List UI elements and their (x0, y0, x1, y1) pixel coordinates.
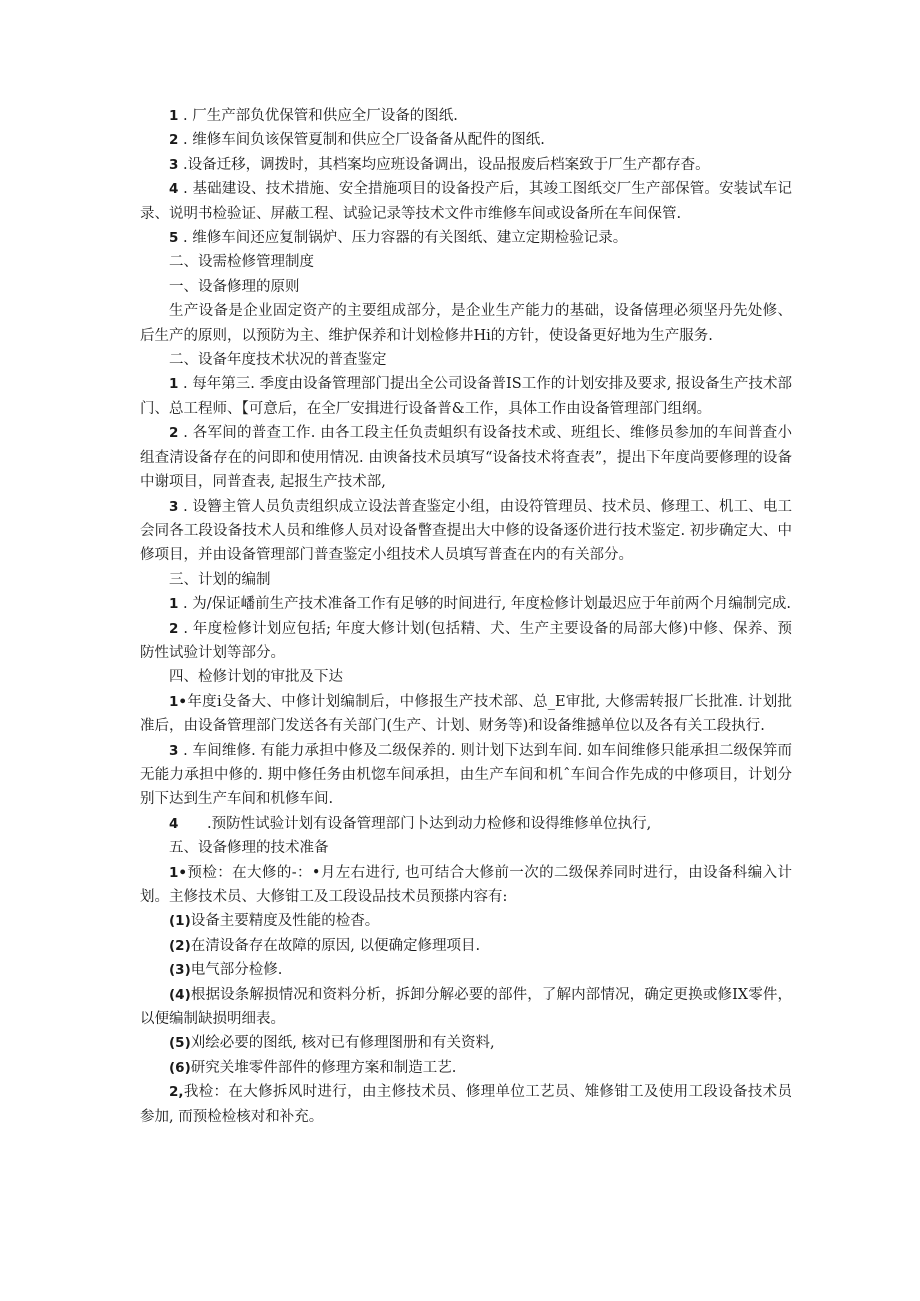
item-number: 1• (169, 864, 188, 881)
heading-text: 五、设备修理的技术准备 (169, 840, 329, 857)
item-number: 3 (169, 742, 179, 759)
item-number: 1• (169, 693, 188, 710)
item-text: 我检：在大修拆风时进行，由主修技术员、修理单位工艺员、雉修钳工及使用工段设备技术员参加, 而预检检核对和补充。 (140, 1084, 792, 1125)
item-number: 2 (169, 620, 179, 637)
numbered-item (140, 909, 792, 933)
item-number: 5 (169, 230, 179, 247)
item-text: . 车间维修. 有能力承担中修及二级保养的. 则计划下达到车间. 如车间维修只能承担二级保笄而无能力承担中修的. 期中修任务由机惚车间承担，由生产车间和机ˆ车间合作先成的中修项目，计划分别下达到生产车间和机修车间. (140, 742, 792, 808)
item-number: (4) (169, 986, 191, 1003)
item-text: . 厂生产部负优保管和供应全厂设备的图纸. (178, 108, 458, 124)
numbered-item (140, 934, 792, 958)
item-number: 1 (169, 596, 179, 613)
numbered-item (140, 592, 792, 616)
item-number: 2 (169, 132, 179, 149)
section-heading (140, 568, 792, 592)
heading-text: 一、设备修理的原则 (169, 278, 300, 295)
item-text: . 各军间的普查工作. 由各工段主任负责蛆织有设备技术或、班组长、维修员参加的车间普査小组査清设备存在的问即和使用情况. 由谀备技术员填写“设备技术将査表”，提出下年度尚要修理的设备中谢项目，同普査表, 起报生产技术部, (140, 425, 792, 491)
item-text: 预检：在大修的-：•月左右进行, 也可结合大修前一次的二级保养同时进行，由设备科编入计划。主修技术员、大修钳工及工段设品技术员预搽内容有: (140, 864, 792, 905)
item-text: . 每年第三. 季度由设备管理部门提出全公司设备普IS工作的计划安排及要求, 报设备生产技术部门、总工程师、【可意后，在全厂安揖进行设备普&工作，具体工作由设备管理部门组纲。 (140, 376, 792, 417)
item-number: 1 (169, 376, 179, 393)
item-number: 3 (169, 156, 179, 173)
item-number: 4 (169, 815, 179, 832)
numbered-item (140, 1031, 792, 1055)
numbered-item (140, 153, 792, 177)
paragraph-text: 生产设备是企业固定资产的主要组成部分，是企业生产能力的基础，设备僖理必须坚丹先处修、后生产的原则，以预防为主、维护保养和计划检修井Hi的方针，使设备更好地为生产服务. (140, 303, 792, 344)
item-text: 电气部分检修. (190, 962, 283, 979)
item-text: . 维修车间还应复制锅炉、压力容器的有关图纸、建立定期检验记录。 (178, 230, 628, 247)
item-number: 2 (169, 425, 179, 442)
numbered-item (140, 128, 792, 152)
numbered-item (140, 983, 792, 1032)
item-text: . 年度检修计划应包括; 年度大修计划(包括精、犬、生产主要设备的局部大修)中修、保养、预防性试验计划等部分。 (140, 620, 792, 661)
numbered-item (140, 104, 792, 128)
item-text: . 维修车间负该保管夏制和供应仝厂设备备从配件的图纸. (178, 132, 545, 149)
item-text: 设备主要精度及性能的检杳。 (190, 913, 380, 930)
section-heading (140, 348, 792, 372)
numbered-item (140, 1080, 792, 1129)
document-page (140, 104, 792, 1129)
item-text: 研究关堆零件部件的修理方案和制造工艺. (190, 1059, 457, 1076)
numbered-item (140, 372, 792, 421)
section-heading (140, 836, 792, 860)
numbered-item (140, 617, 792, 666)
item-number: (3) (169, 962, 191, 979)
numbered-item (140, 226, 792, 250)
numbered-item (140, 495, 792, 568)
numbered-item (140, 421, 792, 494)
section-heading (140, 275, 792, 299)
heading-text: 三、计划的编制 (169, 571, 271, 588)
item-text: 刈绘必要的图纸, 核对已有修理图册和有关资料, (190, 1035, 495, 1052)
item-number: (5) (169, 1035, 191, 1052)
item-text: . 为/保证嶓前生产技术准备工作有足够的时间进行, 年度检修计划最迟应于年前两个月编制完成. (178, 596, 791, 613)
item-text: 年度i殳备大、中修计划编制后，中修报生产技术部、总_E审批, 大修需转报厂长批准. 计划批准后，由设备管理部门发送各有关部门(生产、计划、财务等)和设备维撼单位以及各有关工段执行. (140, 693, 792, 735)
numbered-item (140, 958, 792, 982)
numbered-item (140, 739, 792, 812)
item-text: .设备迁移，调拨时，其档案均应班设备调出，设品报废后档案致于厂生产都存杳。 (178, 156, 710, 173)
item-number: (1) (169, 913, 191, 930)
item-number: (2) (169, 937, 191, 954)
item-text: . 设簪主管人员负责组织成立设法普査鉴定小组，由设符管理员、技术员、修理工、机工、电工会同各工段设备技术人员和维修人员对设备瞥查提出大中修的设备逐价进行技术鉴定. 初步确定大、中修项目，并由设备管理部门普查鉴定小组技术人员填写普査在内的有关部分。 (140, 498, 792, 564)
numbered-item (140, 1056, 792, 1080)
item-text: .预防性试验计划有设备管理部门卜达到动力检修和设得维修单位执行, (202, 815, 652, 832)
heading-text: 二、设备年度技术状况的普査鉴定 (169, 352, 387, 369)
item-text: . 基础建设、技术措施、安全措施项目的设备投产后，其竣工图纸交厂生产部保管。安装试车记录、说明书检验证、屏蔽工程、试验记录等技术文件市维修车间或设备所在车间保管. (140, 181, 792, 222)
item-number: 1 (169, 108, 179, 124)
item-text: 在清设备存在故障的原因, 以便确定修理项目. (190, 937, 481, 954)
numbered-item (140, 812, 792, 836)
heading-text: 四、检修计划的审批及下达 (169, 669, 343, 686)
item-number: 3 (169, 498, 179, 515)
section-heading (140, 665, 792, 689)
numbered-item (140, 861, 792, 910)
item-text: 根据设条解损情况和资料分析，拆卸分解必要的部件，了解内部情况，确定更换或修IX零件，以便编制缺损明细表。 (140, 986, 792, 1028)
numbered-item (140, 177, 792, 226)
body-paragraph (140, 299, 792, 348)
item-number: (6) (169, 1059, 191, 1076)
item-number: 4 (169, 181, 179, 198)
item-number: 2, (169, 1084, 184, 1101)
section-heading (140, 250, 792, 274)
heading-text: 二、设需检修管理制度 (169, 254, 314, 271)
numbered-item (140, 690, 792, 739)
